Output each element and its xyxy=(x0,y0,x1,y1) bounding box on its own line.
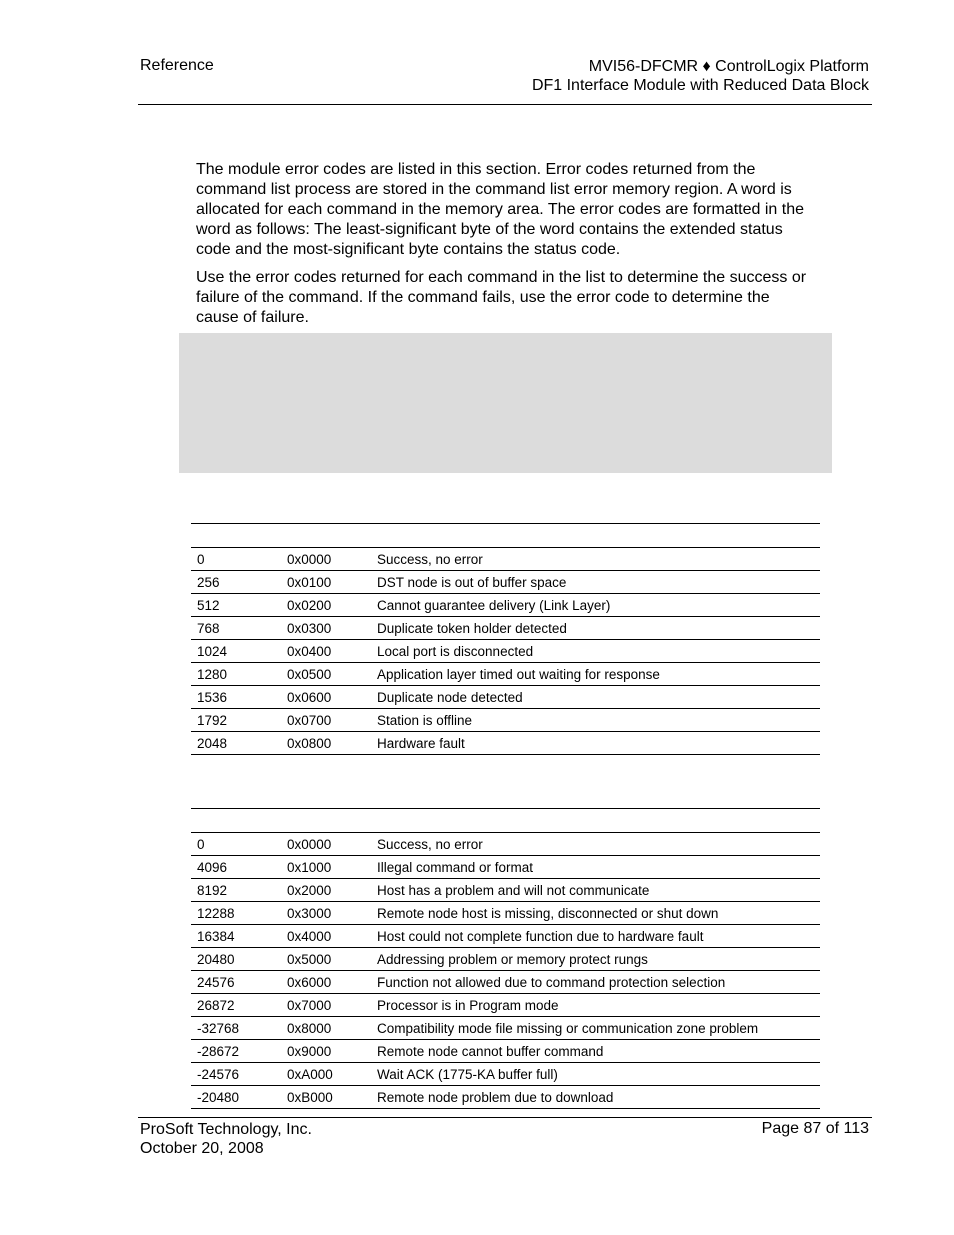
error-code-decimal: 24576 xyxy=(191,971,281,994)
table-row xyxy=(191,1040,820,1063)
table-row xyxy=(191,548,820,571)
error-description: Success, no error xyxy=(371,548,820,571)
header-product-title xyxy=(532,57,869,95)
footer-divider xyxy=(138,1117,872,1118)
error-code-hex: 0x0000 xyxy=(281,833,371,856)
error-code-decimal: 256 xyxy=(191,571,281,594)
error-code-hex: 0xB000 xyxy=(281,1086,371,1109)
error-description: DST node is out of buffer space xyxy=(371,571,820,594)
table-row xyxy=(191,833,820,856)
error-code-decimal: 12288 xyxy=(191,902,281,925)
footer-page-number: Page 87 of 113 xyxy=(761,1120,869,1137)
table-row xyxy=(191,1017,820,1040)
error-code-hex: 0x0100 xyxy=(281,571,371,594)
error-code-decimal: -32768 xyxy=(191,1017,281,1040)
error-description: Processor is in Program mode xyxy=(371,994,820,1017)
error-code-decimal: 1024 xyxy=(191,640,281,663)
table-row xyxy=(191,1086,820,1109)
error-code-decimal: 8192 xyxy=(191,879,281,902)
local-status-error-table xyxy=(191,548,820,755)
table-row xyxy=(191,732,820,755)
error-code-decimal: 768 xyxy=(191,617,281,640)
footer-date: October 20, 2008 xyxy=(140,1140,264,1157)
error-code-hex: 0x3000 xyxy=(281,902,371,925)
error-description: Addressing problem or memory protect rungs xyxy=(371,948,820,971)
footer-company: ProSoft Technology, Inc. xyxy=(140,1121,312,1138)
error-description: Compatibility mode file missing or communication zone problem xyxy=(371,1017,820,1040)
table-row xyxy=(191,856,820,879)
error-description: Remote node problem due to download xyxy=(371,1086,820,1109)
error-description: Remote node host is missing, disconnected or shut down xyxy=(371,902,820,925)
error-description: Illegal command or format xyxy=(371,856,820,879)
error-code-decimal: 1792 xyxy=(191,709,281,732)
table-row xyxy=(191,902,820,925)
error-code-decimal: 1536 xyxy=(191,686,281,709)
error-description: Function not allowed due to command protection selection xyxy=(371,971,820,994)
error-code-decimal: 4096 xyxy=(191,856,281,879)
error-code-hex: 0xA000 xyxy=(281,1063,371,1086)
table-row xyxy=(191,925,820,948)
error-description: Application layer timed out waiting for response xyxy=(371,663,820,686)
table-row xyxy=(191,617,820,640)
error-description: Remote node cannot buffer command xyxy=(371,1040,820,1063)
table-row xyxy=(191,571,820,594)
error-code-hex: 0x0500 xyxy=(281,663,371,686)
error-code-decimal: 2048 xyxy=(191,732,281,755)
error-code-hex: 0x0600 xyxy=(281,686,371,709)
error-description: Local port is disconnected xyxy=(371,640,820,663)
error-description: Duplicate token holder detected xyxy=(371,617,820,640)
error-code-decimal: -24576 xyxy=(191,1063,281,1086)
error-code-decimal: 0 xyxy=(191,548,281,571)
error-code-hex: 0x1000 xyxy=(281,856,371,879)
error-code-decimal: 16384 xyxy=(191,925,281,948)
table-row xyxy=(191,594,820,617)
error-code-hex: 0x8000 xyxy=(281,1017,371,1040)
error-code-hex: 0x4000 xyxy=(281,925,371,948)
error-description: Hardware fault xyxy=(371,732,820,755)
header-product-line1: MVI56-DFCMR ♦ ControlLogix Platform xyxy=(588,58,869,75)
table-row xyxy=(191,663,820,686)
error-description: Duplicate node detected xyxy=(371,686,820,709)
header-section-title: Reference xyxy=(140,57,214,74)
table-row xyxy=(191,640,820,663)
error-description: Station is offline xyxy=(371,709,820,732)
table2-top-rule xyxy=(191,808,820,809)
error-description: Success, no error xyxy=(371,833,820,856)
intro-paragraph-2: Use the error codes returned for each command in the list to determine the success or failure of the command. If the command fails, use the error code to determine the cause of failure. xyxy=(196,269,807,326)
table-row xyxy=(191,709,820,732)
error-code-hex: 0x0300 xyxy=(281,617,371,640)
error-code-decimal: 1280 xyxy=(191,663,281,686)
error-code-hex: 0x0400 xyxy=(281,640,371,663)
table1-top-rule xyxy=(191,523,820,524)
table-row xyxy=(191,1063,820,1086)
error-code-decimal: -20480 xyxy=(191,1086,281,1109)
table-row xyxy=(191,686,820,709)
error-code-decimal: -28672 xyxy=(191,1040,281,1063)
error-code-hex: 0x9000 xyxy=(281,1040,371,1063)
remote-status-error-table xyxy=(191,833,820,1109)
table-row xyxy=(191,879,820,902)
table-row xyxy=(191,994,820,1017)
error-description: Wait ACK (1775-KA buffer full) xyxy=(371,1063,820,1086)
error-code-decimal: 0 xyxy=(191,833,281,856)
error-code-hex: 0x0700 xyxy=(281,709,371,732)
error-code-hex: 0x0800 xyxy=(281,732,371,755)
error-code-hex: 0x0000 xyxy=(281,548,371,571)
footer-company-block xyxy=(140,1120,312,1158)
error-code-decimal: 512 xyxy=(191,594,281,617)
table-row xyxy=(191,948,820,971)
error-description: Host could not complete function due to hardware fault xyxy=(371,925,820,948)
shaded-note-box xyxy=(179,333,832,473)
error-description: Host has a problem and will not communicate xyxy=(371,879,820,902)
error-code-hex: 0x7000 xyxy=(281,994,371,1017)
error-code-decimal: 20480 xyxy=(191,948,281,971)
error-code-hex: 0x2000 xyxy=(281,879,371,902)
header-divider xyxy=(138,104,872,105)
error-description: Cannot guarantee delivery (Link Layer) xyxy=(371,594,820,617)
header-product-line2: DF1 Interface Module with Reduced Data Block xyxy=(531,77,869,94)
error-code-decimal: 26872 xyxy=(191,994,281,1017)
error-code-hex: 0x5000 xyxy=(281,948,371,971)
error-code-hex: 0x0200 xyxy=(281,594,371,617)
error-code-hex: 0x6000 xyxy=(281,971,371,994)
intro-paragraph-1: The module error codes are listed in this section. Error codes returned from the command list process are stored in the command list error memory region. A word is allocated for each command in the memory area. The error codes are formatted in the word as follows: The least-significant byte of the word contains the extended status code and the most-significant byte contains the status code. xyxy=(196,161,805,258)
table-row xyxy=(191,971,820,994)
